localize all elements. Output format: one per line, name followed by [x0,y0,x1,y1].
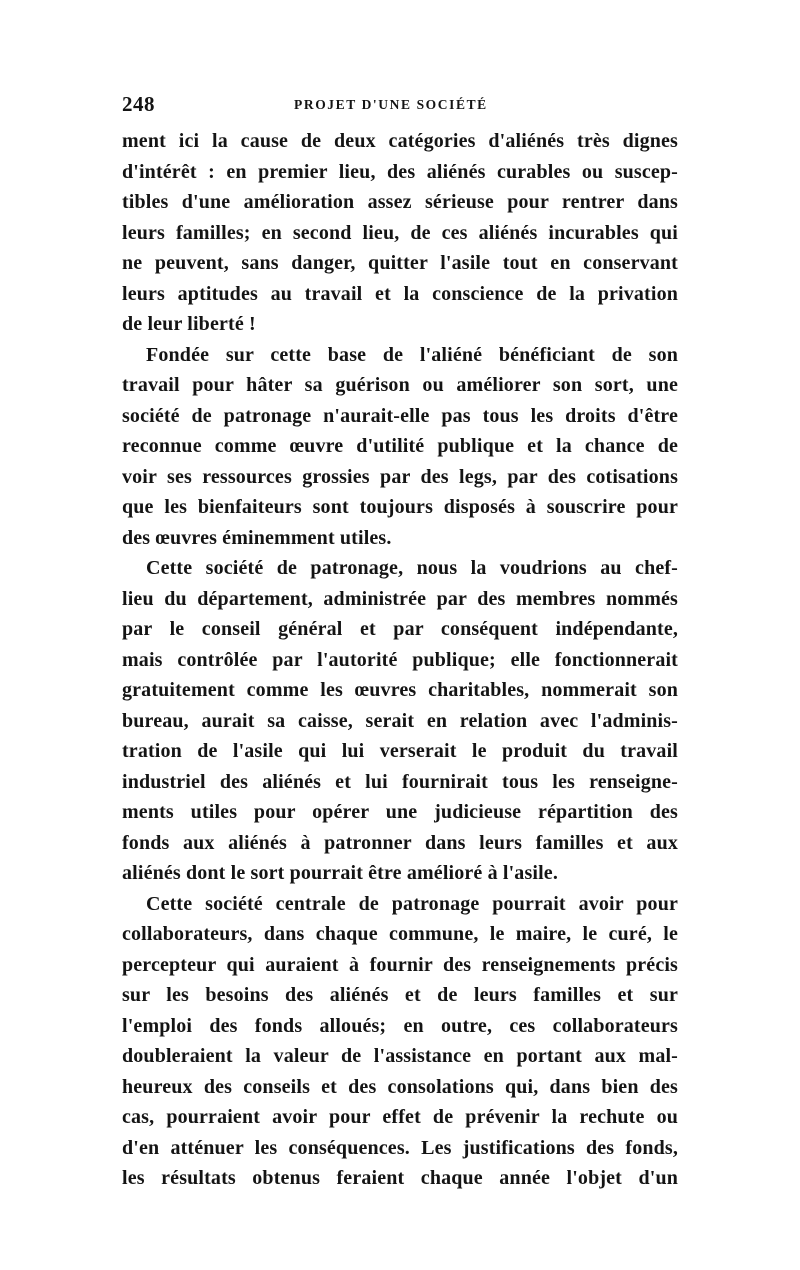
text-line: cas, pourraient avoir pour effet de prévenir la rechute ou [122,1106,678,1128]
text-line: Fondée sur cette base de l'aliéné bénéficiant de son [146,343,678,366]
text-line: les résultats obtenus feraient chaque année l'objet d'un [122,1167,678,1189]
text-line: percepteur qui auraient à fournir des renseignements précis [122,953,678,976]
text-line: d'en atténuer les conséquences. Les justifications des fonds, [122,1136,678,1159]
text-line: des œuvres éminemment utiles. [122,526,392,549]
text-line: bureau, aurait sa caisse, serait en relation avec l'adminis- [122,709,678,732]
text-line: Cette société de patronage, nous la voudrions au chef- [146,557,678,579]
page-number: 248 [122,92,155,116]
text-line: d'intérêt : en premier lieu, des aliénés curables ou suscep- [122,160,678,183]
text-line: reconnue comme œuvre d'utilité publique et la chance de [122,435,678,457]
text-line: industriel des aliénés et lui fournirait tous les renseigne- [122,770,678,793]
running-title: PROJET D'UNE SOCIÉTÉ [294,97,488,112]
text-line: sur les besoins des aliénés et de leurs familles et sur [122,984,678,1006]
text-line: ne peuvent, sans danger, quitter l'asile tout en conservant [122,252,678,274]
text-line: tibles d'une amélioration assez sérieuse pour rentrer dans [122,191,678,213]
text-line: l'emploi des fonds alloués; en outre, ces collaborateurs [122,1014,678,1037]
text-line: voir ses ressources grossies par des legs, par des cotisations [122,465,678,488]
text-line: leurs familles; en second lieu, de ces aliénés incurables qui [122,221,678,244]
text-line: Cette société centrale de patronage pourrait avoir pour [146,892,678,915]
body-text [122,126,678,1194]
text-line: doubleraient la valeur de l'assistance en portant aux mal- [122,1045,678,1067]
text-line: gratuitement comme les œuvres charitables, nommerait son [122,679,678,701]
text-line: ments utiles pour opérer une judicieuse répartition des [122,801,678,823]
text-line: mais contrôlée par l'autorité publique; elle fonctionnerait [122,648,678,671]
text-line: par le conseil général et par conséquent indépendante, [122,618,678,640]
text-line: lieu du département, administrée par des membres nommés [122,587,678,610]
text-line: que les bienfaiteurs sont toujours disposés à souscrire pour [122,496,678,518]
text-line: de leur liberté ! [122,313,256,335]
text-line: aliénés dont le sort pourrait être amélioré à l'asile. [122,862,558,884]
text-line: collaborateurs, dans chaque commune, le maire, le curé, le [122,923,678,945]
text-line: leurs aptitudes au travail et la conscience de la privation [122,282,678,305]
text-line: fonds aux aliénés à patronner dans leurs familles et aux [122,831,678,854]
text-line: tration de l'asile qui lui verserait le produit du travail [122,740,678,762]
text-line: travail pour hâter sa guérison ou améliorer son sort, une [122,374,678,396]
text-line: heureux des conseils et des consolations qui, dans bien des [122,1075,678,1098]
text-line: ment ici la cause de deux catégories d'aliénés très dignes [122,130,678,152]
running-head [122,92,678,118]
text-line: société de patronage n'aurait-elle pas tous les droits d'être [122,404,678,427]
